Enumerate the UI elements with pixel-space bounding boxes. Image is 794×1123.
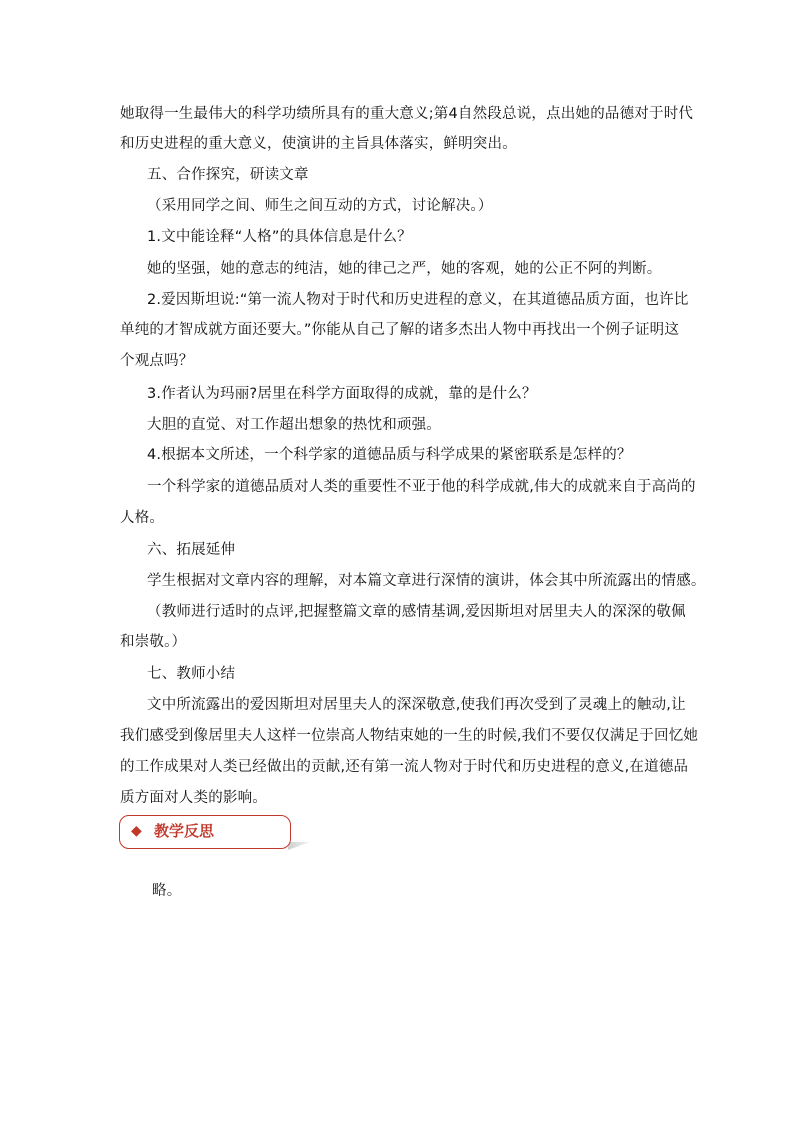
teacher-note: （教师进行适时的点评,把握整篇文章的感情基调,爱因斯坦对居里夫人的深深的敬佩 [147, 604, 686, 620]
summary-line: 我们感受到像居里夫人这样一位崇高人物结束她的一生的时候,我们不要仅仅满足于回忆她 [120, 728, 699, 744]
question-2-line: 个观点吗？ [120, 353, 194, 369]
paragraph-line: 她取得一生最伟大的科学功绩所具有的重大意义;第4自然段总说，点出她的品德对于时代 [120, 106, 694, 122]
diamond-bullet-icon: ◆ [131, 823, 142, 839]
question-1: 1.文中能诠释“人格”的具体信息是什么？ [147, 229, 412, 245]
activity-note: （采用同学之间、师生之间互动的方式，讨论解决。） [147, 198, 493, 214]
answer-4: 一个科学家的道德品质对人类的重要性不亚于他的科学成就,伟大的成就来自于高尚的 [147, 479, 696, 495]
question-2: 2.爱因斯坦说:“第一流人物对于时代和历史进程的意义，在其道德品质方面，也许比 [147, 292, 689, 308]
summary-paragraph: 文中所流露出的爱因斯坦对居里夫人的深深敬意,使我们再次受到了灵魂上的触动,让 [147, 697, 686, 713]
section-tab-shadow [288, 842, 310, 850]
section-heading-5: 五、合作探究，研读文章 [147, 167, 309, 183]
reflection-text: 略。 [152, 883, 182, 899]
answer-3: 大胆的直觉、对工作超出想象的热忱和顽强。 [147, 417, 441, 433]
summary-line: 的工作成果对人类已经做出的贡献,还有第一流人物对于时代和历史进程的意义,在道德品 [120, 759, 689, 775]
paragraph-line: 和历史进程的重大意义，使演讲的主旨具体落实，鲜明突出。 [120, 136, 517, 152]
summary-line: 质方面对人类的影响。 [120, 790, 267, 806]
answer-4-line: 人格。 [120, 510, 165, 526]
answer-1: 她的坚强，她的意志的纯洁，她的律己之严，她的客观，她的公正不阿的判断。 [147, 261, 662, 277]
question-2-line: 单纯的才智成就方面还要大。”你能从自己了解的诸多杰出人物中再找出一个例子证明这 [120, 322, 680, 338]
section-title: 教学反思 [154, 822, 215, 840]
extension-paragraph: 学生根据对文章内容的理解，对本篇文章进行深情的演讲，体会其中所流露出的情感。 [147, 573, 706, 589]
section-heading-7: 七、教师小结 [147, 666, 236, 682]
teacher-note-line: 和崇敬。） [120, 634, 187, 650]
question-4: 4.根据本文所述，一个科学家的道德品质与科学成果的紧密联系是怎样的？ [147, 447, 632, 463]
question-3: 3.作者认为玛丽?居里在科学方面取得的成就，靠的是什么？ [147, 386, 537, 402]
section-heading-6: 六、拓展延伸 [147, 542, 236, 558]
